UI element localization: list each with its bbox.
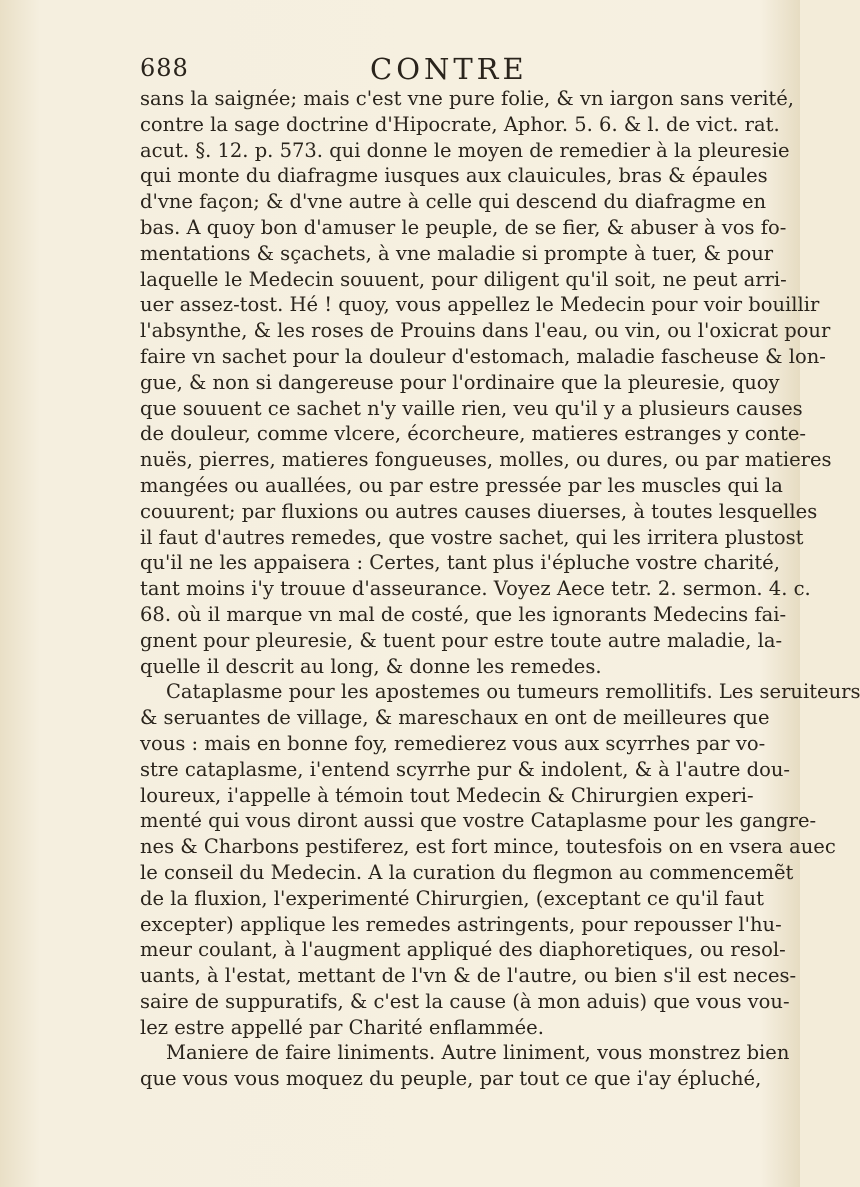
text-line: d'vne façon; & d'vne autre à celle qui descend du diafragme en (140, 190, 767, 214)
text-line: Cataplasme pour les apostemes ou tumeurs remollitifs. Les seruiteurs (166, 680, 860, 704)
text-line: contre la sage doctrine d'Hipocrate, Aphor. 5. 6. & l. de vict. rat. (140, 112, 780, 136)
text-line: uants, à l'estat, mettant de l'vn & de l'autre, ou bien s'il est neces- (140, 964, 797, 988)
text-line: loureux, i'appelle à témoin tout Medecin & Chirurgien experi- (140, 783, 754, 807)
text-line: bas. A quoy bon d'amuser le peuple, de se fier, & abuser à vos fo- (140, 215, 787, 239)
text-line: tant moins i'y trouue d'asseurance. Voyez Aece tetr. 2. sermon. 4. c. (140, 577, 811, 601)
text-line: qui monte du diafragme iusques aux clauicules, bras & épaules (140, 164, 768, 188)
text-line: Maniere de faire liniments. Autre liniment, vous monstrez bien (166, 1041, 790, 1065)
paragraph-p2 (140, 679, 860, 1040)
running-title: CONTRE (370, 52, 528, 86)
text-line: qu'il ne les appaisera : Certes, tant plus i'épluche vostre charité, (140, 551, 780, 575)
text-line: & seruantes de village, & mareschaux en ont de meilleures que (140, 706, 770, 730)
text-line: l'absynthe, & les roses de Prouins dans l'eau, ou vin, ou l'oxicrat pour (140, 319, 831, 343)
text-line: que souuent ce sachet n'y vaille rien, veu qu'il y a plusieurs causes (140, 396, 803, 420)
text-line: le conseil du Medecin. A la curation du flegmon au commencemẽt (140, 860, 794, 884)
text-line: gnent pour pleuresie, & tuent pour estre toute autre maladie, la- (140, 628, 783, 652)
text-line: sans la saignée; mais c'est vne pure folie, & vn iargon sans verité, (140, 87, 795, 110)
paragraph-p1 (140, 86, 832, 679)
text-line: de douleur, comme vlcere, écorcheure, matieres estranges y conte- (140, 422, 806, 446)
page-header (140, 52, 740, 86)
text-line: laquelle le Medecin souuent, pour diligent qu'il soit, ne peut arri- (140, 267, 787, 291)
text-line: nuës, pierres, matieres fongueuses, molles, ou dures, ou par matieres (140, 448, 832, 472)
text-line: 68. où il marque vn mal de costé, que les ignorants Medecins fai- (140, 602, 787, 626)
text-line: quelle il descrit au long, & donne les remedes. (140, 654, 602, 678)
text-line: nes & Charbons pestiferez, est fort mince, toutesfois on en vsera auec (140, 835, 836, 859)
text-line: stre cataplasme, i'entend scyrrhe pur & indolent, & à l'autre dou- (140, 757, 791, 781)
text-line: mentations & sçachets, à vne maladie si prompte à tuer, & pour (140, 241, 774, 265)
text-line: il faut d'autres remedes, que vostre sachet, qui les irritera plustost (140, 525, 804, 549)
text-line: uer assez-tost. Hé ! quoy, vous appellez le Medecin pour voir bouillir (140, 293, 820, 317)
text-line: mangées ou auallées, ou par estre pressée par les muscles qui la (140, 473, 783, 497)
text-line: faire vn sachet pour la douleur d'estomach, maladie fascheuse & lon- (140, 344, 826, 368)
text-line: meur coulant, à l'augment appliqué des diaphoretiques, ou resol- (140, 938, 786, 962)
text-line: vous : mais en bonne foy, remedierez vous aux scyrrhes par vo- (140, 731, 766, 755)
text-line: menté qui vous diront aussi que vostre Cataplasme pour les gangre- (140, 809, 817, 833)
paragraph-p3 (140, 1040, 790, 1092)
page-number: 688 (140, 54, 189, 82)
text-line: couurent; par fluxions ou autres causes diuerses, à toutes lesquelles (140, 499, 818, 523)
text-line: excepter) applique les remedes astringents, pour repousser l'hu- (140, 912, 782, 936)
text-line: que vous vous moquez du peuple, par tout ce que i'ay épluché, (140, 1067, 762, 1091)
body-text (140, 86, 860, 1092)
text-line: gue, & non si dangereuse pour l'ordinaire que la pleuresie, quoy (140, 370, 780, 394)
paragraphs (140, 86, 860, 1092)
text-line: de la fluxion, l'experimenté Chirurgien, (exceptant ce qu'il faut (140, 886, 764, 910)
text-line: lez estre appellé par Charité enflammée. (140, 1015, 544, 1039)
text-line: saire de suppuratifs, & c'est la cause (à mon aduis) que vous vou- (140, 989, 790, 1013)
text-line: acut. §. 12. p. 573. qui donne le moyen de remedier à la pleuresie (140, 138, 790, 162)
